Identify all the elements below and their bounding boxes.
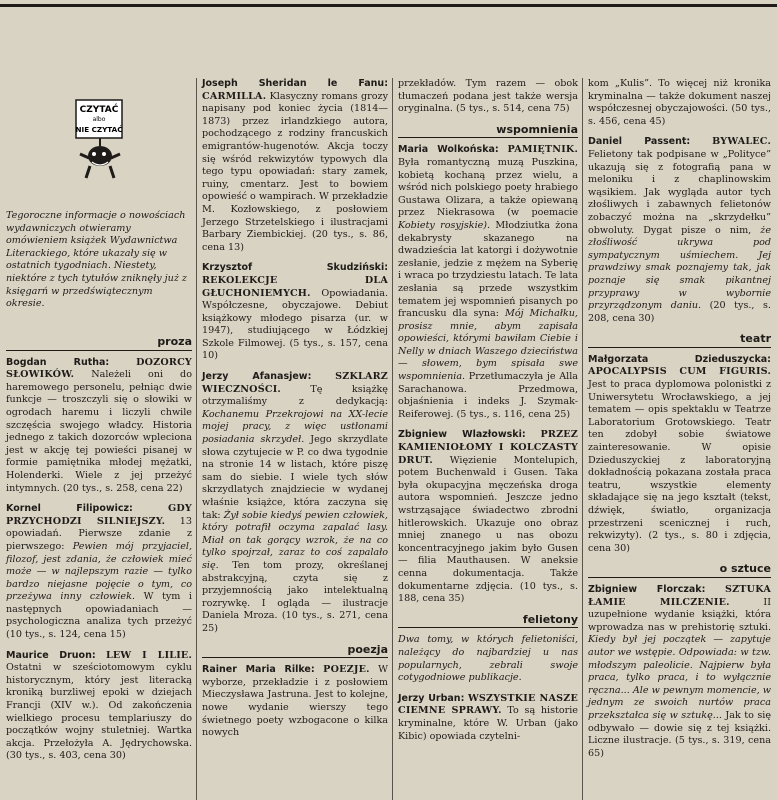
entry-rilke — [202, 664, 388, 740]
entry-body: II uzupełnione wydanie książki, która wprowadza nas w prehistorię sztuki. — [588, 596, 771, 633]
section-o-sztuce: o sztuce — [588, 563, 771, 578]
section-felietony: felietony — [398, 614, 578, 629]
entry-quote: Mój Michałku, prosisz mnie, abym zapisała opowieści, którymi bawiłam Ciebie i Nelly w dniach Waszego dzieciństwa — słowem, bym spisała swe wspomnienia. — [398, 308, 578, 383]
entry-body: 13 opowiadań. Pierwsze zdanie z pierwszego: — [6, 515, 192, 552]
entry-body: W wyborze, przekładzie i z posłowiem Mieczysława Jastruna. Jest to kolejne, nowe wydanie wierszy tego świetnego poety wzbogacone o kilka nowych — [202, 664, 388, 739]
section-proza: proza — [6, 336, 192, 351]
entry-rutha — [6, 357, 192, 496]
column-1 — [6, 328, 192, 771]
entry-title: APOCALYPSIS CUM FIGURIS. — [588, 366, 771, 378]
entry-rilke-cont: przekładów. Tym razem — obok tłumaczeń podana jest także wersja oryginalna. (5 tys., s. 514, cena 75) — [398, 78, 578, 115]
entry-skudzinski — [202, 262, 388, 363]
entry-body: Klasyczny romans grozy napisany pod koniec życia (1814—1873) przez irlandzkiego autora, pochodzącego z rodziny francuskich emigrantów-hugenotów. Akcja toczy się wśród rekwizytów typowych dla tego typu opowiadań: stary zamek, ruiny, cmentarz. Jest to bowiem opowieść o wampirach. W przekładzie M. Kozłowskiego, z posłowiem Jerzego Strzetelskiego i ilustracjami Barbary Ziembickiej. (20 tys., s. 86, cena 13) — [202, 90, 388, 253]
entry-title: DOZORCY SŁOWIKÓW. — [6, 356, 192, 381]
section-teatr: teatr — [588, 333, 771, 348]
column-3 — [398, 78, 578, 751]
entry-quote: Kiedy był jej początek — zapytuje autor we wstępie. Odpowiada: w tzw. młodszym paleolicie. Najpierw była praca, tylko praca, i to wyłącznie ręczna... Ale w pewnym momencie, w jednym ze swoich nurtów praca przekształca się w sztukę... — [588, 634, 771, 721]
entry-author: Zbigniew Wlazłowski: — [398, 429, 526, 441]
entry-body: Ten tom prozy, określanej abstrakcyjną, czyta się z przyjemnością jako intelektualną rozrywkę. I ogląda — ilustracje Daniela Mroza. (10 tys., s. 271, cena 25) — [202, 559, 388, 634]
column-divider — [582, 78, 583, 800]
logo-line-3: NIE CZYTAĆ — [75, 125, 123, 134]
entry-author: Rainer Maria Rilke: — [202, 664, 315, 676]
entry-author: Maria Wolkońska: — [398, 144, 499, 156]
column-2 — [202, 78, 388, 748]
column-divider — [196, 78, 197, 800]
entry-body: Jego skrzydlate słowa czytujecie w P. co dwa tygodnie na stronie 14 w listach, które piszę sam do siebie. I wiele tych słów skrzydlatych znajdziecie w wydanej właśnie książce, która zaczyna się tak: — [202, 434, 388, 521]
entry-title: POEZJE. — [323, 664, 370, 676]
entry-title: LEW I LILIE. — [105, 649, 192, 661]
entry-title: REKOLEKCJE DLA GŁUCHONIEMYCH. — [202, 274, 388, 299]
entry-florczak — [588, 584, 771, 760]
entry-wolkonska — [398, 144, 578, 421]
entry-author: Daniel Passent: — [588, 136, 691, 148]
column-divider — [392, 78, 393, 800]
entry-author: Joseph Sheridan le Fanu: — [202, 78, 388, 89]
entry-body: Opowiadania. Współczesne, obyczajowe. Debiut książkowy młodego pisarza (ur. w 1947), studiującego w Łódzkiej Szkole Filmowej. (5 tys., s. 157, cena 10) — [202, 287, 388, 362]
entry-filipowicz — [6, 503, 192, 642]
entry-title: GDY PRZYCHODZI SILNIEJSZY. — [6, 503, 192, 527]
entry-urban-cont: kom „Kulis”. To więcej niż kronika kryminalna — także dokument naszej współczesnej obyczajowości. (50 tys., s. 456, cena 45) — [588, 78, 771, 127]
entry-quote: Pewien mój przyjaciel, filozof, jest zdania, że człowiek mieć może — w najlepszym razie — tylko bardzo niejasne pojęcie o tym, co przeżywa inny człowiek. — [6, 540, 192, 603]
logo-line-2: albo — [92, 116, 106, 123]
entry-author: Jerzy Urban: — [398, 692, 465, 704]
entry-title: SZKLARZ WIECZNOŚCI. — [202, 371, 388, 395]
entry-author: Bogdan Rutha: — [6, 356, 110, 368]
entry-title: SZTUKA ŁAMIE MILCZENIE. — [588, 583, 771, 608]
entry-quote: Żył sobie kiedyś pewien człowiek, który potrafił oczyma zapalać lasy. Miał on tak gorący wzrok, że na co tylko spojrzał, zaraz to coś zapalało się. — [202, 509, 388, 571]
entry-quote: że złośliwość ukrywa pod sympatycznym uśmiechem. Jej prawdziwy smak poznajemy tak, jak poznaje się smak pikantnej przyprawy w wybornie przyrządzonym daniu. — [588, 224, 771, 312]
entry-quote: Kochanemu Przekrojowi na XX-lecie mojej pracy, z więc ustłonami posiadania skrzydeł. — [202, 408, 388, 446]
entry-author: Krzysztof Skudziński: — [202, 262, 388, 274]
entry-body: W tym i następnych opowiadaniach — psychologiczna analiza tych przeżyć (10 tys., s. 124, cena 15) — [6, 591, 192, 641]
entry-author: Maurice Druon: — [6, 649, 96, 661]
entry-body: Więzienie Montelupich, potem Buchenwald i Gusen. Taka była okupacyjna męczeńska droga autora wspomnień. Jeszcze jedno wstrząsające świadectwo zbrodni hitlerowskich. Ukazuje ono obraz mniej znanego u nas obozu koncentracyjnego jakim było Gusen — filia Mauthausen. W aneksie cenna dokumentacja. Także dokumentarne zdjęcia. (10 tys., s. 188, cena 35) — [398, 454, 578, 605]
entry-author: Kornel Filipowicz: — [6, 503, 133, 515]
entry-wlazlowski — [398, 429, 578, 605]
intro-text: Tegoroczne informacje o nowościach wydawniczych otwieramy omówieniem książek Wydawnictwa Literackiego, które ukazały się w ostatnich tygodniach. Niestety, niektóre z tych tytułów zniknęły już z księgarń w przedświątecznym okresie. — [6, 210, 187, 310]
entry-title: CARMILLA. — [202, 90, 267, 102]
entry-body: Należeli oni do haremowego personelu, pełniąc dwie funkcje — troszczyli się o słowiki w ogrodach haremu i liczyli chwile szczęścia swojego władcy. Historia jednego z takich dozorców wpleciona jest w akcję tej powieści pisanej w formie pamiętnika młodej mężatki, Holenderki. Wiele z jej przeżyć intymnych. (20 tys., s. 258, cena 22) — [6, 369, 192, 494]
logo-line-1: CZYTAĆ — [79, 105, 119, 115]
entry-author: Małgorzata Dzieduszycka: — [588, 353, 771, 365]
entry-body: Tę książkę otrzymaliśmy z dedykacją: — [202, 383, 388, 408]
entry-body: Młodziutka żona dekabrysty skazanego na dwadzieścia lat katorgi i dożywotnie zesłanie, jedzie z mężem na Syberię i wraca po trzydziestu latach. Te lata zesłania są przede wszystkim tematem jej wspomnień pisanych po francusku dla syna: — [398, 219, 578, 320]
entry-title: BYWALEC. — [712, 136, 771, 148]
entry-title: PAMIĘTNIK. — [507, 144, 578, 156]
column-4 — [588, 78, 771, 768]
entry-body: Felietony tak podpisane w „Polityce” ukazują się z fotografią pana w meloniku i z chaplinowskim wąsikiem. Jak wygląda autor tych złośliwych i zabawnych felietonów zobaczyć można na „skrzydełku” obwoluty. Dygat pisze o nim, — [588, 148, 771, 236]
entry-body: To są historie kryminalne, które W. Urban (jako Kibic) opowiada czytelni- — [398, 705, 578, 742]
entry-afanasjew — [202, 371, 388, 635]
entry-passent — [588, 136, 771, 325]
entry-dzieduszycka — [588, 354, 771, 556]
entry-body: Była romantyczną muzą Puszkina, kobietą kochaną przez wielu, a wśród nich polskiego poety hrabiego Gustawa Olizara, a także opiewaną przez Niekrasowa (w poemacie — [398, 156, 578, 219]
section-poezja: poezja — [202, 644, 388, 659]
entry-author: Jerzy Afanasjew: — [202, 371, 312, 383]
entry-body: Przetłumaczyła je Alla Sarachanowa. Przedmowa, objaśnienia i indeks J. Szymak-Reiferowej. (5 tys., s. 116, cena 25) — [398, 371, 578, 420]
entry-body: Ostatni w sześciotomowym cyklu historycznym, który jest literacką kroniką burzliwej epoki w dziejach Francji (XIV w.). Od zakończenia wielkiego procesu templariuszy do początków wojny stuletniej. Wartka akcja. Przełożyła A. Jędrychowska. (30 tys., s. 403, cena 30) — [6, 662, 192, 762]
entry-urban — [398, 693, 578, 743]
entry-body: Jak to się odbywało — dowie się z tej książki. Liczne ilustracje. (5 tys., s. 319, cena 65) — [588, 709, 771, 759]
section-wspomnienia: wspomnienia — [398, 124, 578, 139]
entry-druon — [6, 650, 192, 763]
top-rule — [0, 4, 777, 7]
entry-quote: Kobiety rosyjskie). — [398, 219, 491, 231]
felietony-intro: Dwa tomy, w których felietoniści, należący do najbardziej u nas popularnych, zebrali swoje cotygodniowe publikacje. — [398, 634, 578, 684]
read-or-not-logo — [70, 96, 128, 180]
entry-le-fanu — [202, 78, 388, 254]
entry-title: WSZYSTKIE NASZE CIEMNE SPRAWY. — [398, 692, 578, 717]
entry-body: Jest to praca dyplomowa polonistki z Uniwersytetu Wrocławskiego, a jej tematem — opis spektaklu w Teatrze Laboratorium Grotowskiego. Teatr ten zdobył sobie światowe zainteresowanie. W opisie Dzieduszyckiej z laboratoryjną dokładnością pokazana została praca teatru, wszystkie elementy składające się na jego kształt (tekst, dźwięk, światło, organizacja przestrzeni scenicznej i ruch, rekwizyty). (2 tys., s. 80 i zdjęcia, cena 30) — [588, 379, 771, 554]
entry-title: PRZEZ KAMIENIOŁOMY I KOLCZASTY DRUT. — [398, 429, 578, 466]
entry-body: (20 tys., s. 208, cena 30) — [588, 300, 771, 324]
entry-author: Zbigniew Florczak: — [588, 583, 706, 595]
